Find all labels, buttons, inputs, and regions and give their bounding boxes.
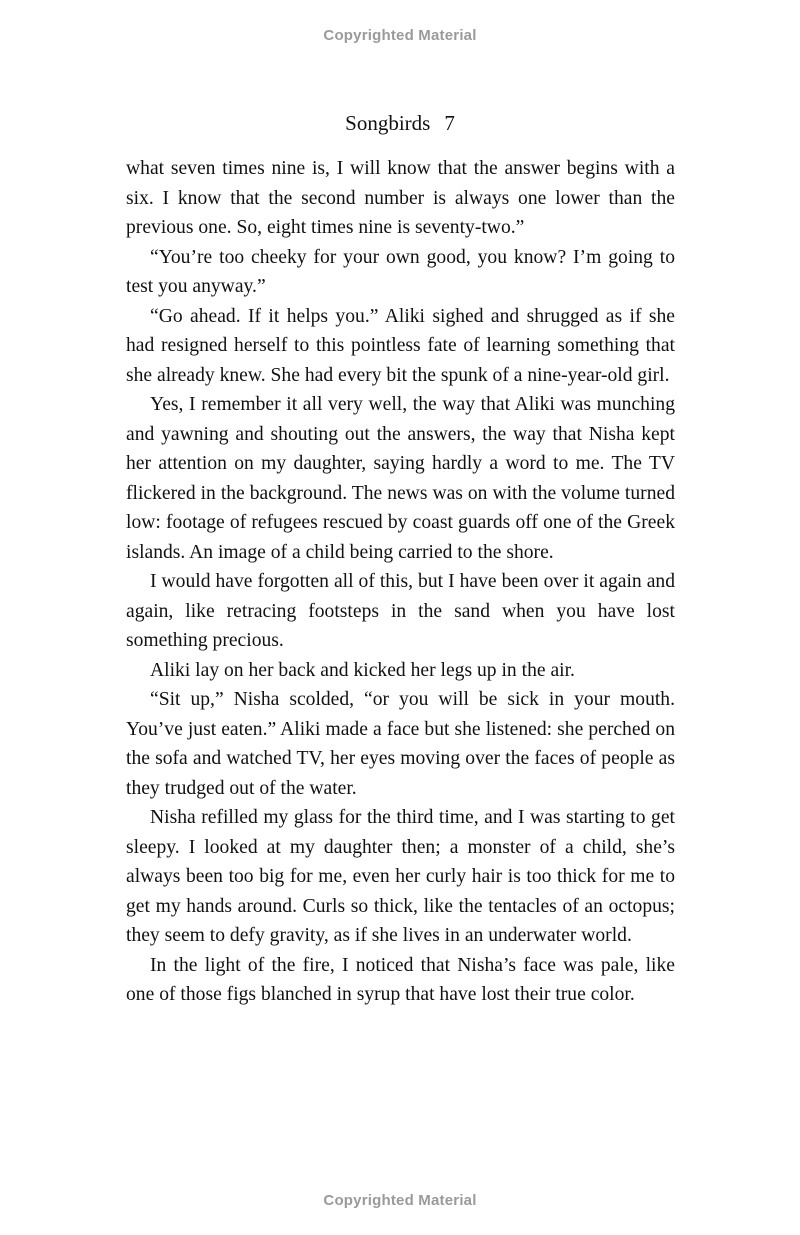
running-title: Songbirds [345,111,431,135]
paragraph: “You’re too cheeky for your own good, you know? I’m going to test you anyway.” [126,246,675,297]
paragraph: I would have forgotten all of this, but I have been over it again and again, like retracing footsteps in the sand when you have lost something precious. [126,571,675,651]
page-number: 7 [444,111,455,135]
paragraph-continued: what seven times nine is, I will know that the answer begins with a six. I know that the second number is always one lower than the previous one. So, eight times nine is seventy-two.” [126,158,675,238]
paragraph: In the light of the fire, I noticed that Nisha’s face was pale, like one of those figs blanched in syrup that have lost their true color. [126,954,675,1005]
paragraph: “Go ahead. If it helps you.” Aliki sighed and shrugged as if she had resigned herself to this pointless fate of learning something that she already knew. She had every bit the spunk of a nine-year-old girl. [126,305,675,386]
paragraph: Yes, I remember it all very well, the way that Aliki was munching and yawning and shouting out the answers, the way that Nisha kept her attention on my daughter, saying hardly a word to me. The TV flickered in the background. The news was on with the volume turned low: footage of refugees rescued by coast guards off one of the Greek islands. An image of a child being carried to the shore. [126,394,675,563]
running-header [0,111,800,136]
paragraph: Nisha refilled my glass for the third time, and I was starting to get sleepy. I looked at my daughter then; a monster of a child, she’s always been too big for me, even her curly hair is too thick for me to get my hands around. Curls so thick, like the tentacles of an octopus; they seem to defy gravity, as if she lives in an underwater world. [126,807,675,946]
paragraph: Aliki lay on her back and kicked her legs up in the air. [150,659,575,681]
body-text [126,154,675,1010]
copyright-watermark-top: Copyrighted Material [323,27,477,44]
copyright-watermark-bottom: Copyrighted Material [323,1192,477,1209]
paragraph: “Sit up,” Nisha scolded, “or you will be sick in your mouth. You’ve just eaten.” Aliki made a face but she listened: she perched on the sofa and watched TV, her eyes moving over the faces of people as they trudged out of the water. [126,689,675,799]
